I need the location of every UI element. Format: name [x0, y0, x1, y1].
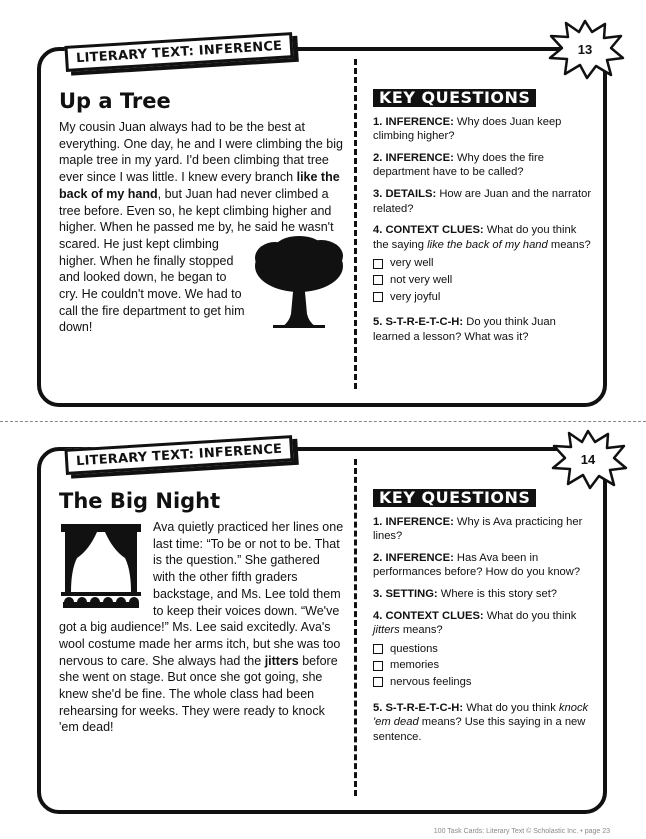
task-card-14: [37, 441, 607, 814]
checkbox[interactable]: [373, 661, 383, 671]
tree-icon: [253, 236, 345, 330]
key-questions-heading: KEY QUESTIONS: [373, 89, 536, 107]
option-2[interactable]: memories: [373, 658, 593, 673]
story-text: My cousin Juan always had to be the best at everything. One day, he and I were climbing the big maple tree in my yard. I'd been climbing that tree ever since I was little. I knew every branch like the back of my hand, but Juan had never climbed a tree before. Even so, he kept climbing higher and higher. When he passed me by, he said he wasn't scared. He just kept climbing higher. When he finally stopped and looked down, he began to cry. He couldn't move. We had to call the fire department to get him down!: [59, 119, 345, 336]
question-1: 1. INFERENCE: Why is Ava practicing her lines?: [373, 515, 583, 543]
checkbox[interactable]: [373, 275, 383, 285]
card-divider: [354, 59, 357, 389]
question-2: 2. INFERENCE: Why does the fire department have to be called?: [373, 151, 544, 179]
checkbox[interactable]: [373, 259, 383, 269]
card-number-badge: [548, 428, 628, 490]
card-number: 13: [577, 42, 593, 57]
checkbox[interactable]: [373, 677, 383, 687]
key-questions-panel: [373, 89, 593, 351]
story-title: The Big Night: [59, 489, 221, 513]
option-1[interactable]: questions: [373, 642, 593, 657]
question-4: 4. CONTEXT CLUES: What do you think the saying like the back of my hand means?: [373, 224, 591, 251]
checkbox[interactable]: [373, 292, 383, 302]
category-tag: LITERARY TEXT: INFERENCE: [64, 32, 293, 72]
question-3: 3. SETTING: Where is this story set?: [373, 587, 558, 600]
theater-stage-icon: [59, 522, 143, 608]
option-3[interactable]: very joyful: [373, 290, 593, 305]
category-tag: LITERARY TEXT: INFERENCE: [64, 435, 293, 475]
page-footer: 100 Task Cards: Literary Text © Scholastic Inc. • page 23: [433, 828, 610, 835]
cut-line: [0, 421, 646, 422]
story-text: Ava quietly practiced her lines one last time: “To be or not to be. That is the question.” She gathered with the other fifth graders backstage, and Ms. Lee told them to keep their voices down. “We've got a big audience!” Ms. Lee said excitedly. Ava's wool costume made her arms itch, but she was too nervous to care. She always had the jitters before she went on stage. But once she got going, she knew she'd be fine. The whole class had been rehearsing for weeks. They were ready to knock 'em dead!: [59, 520, 344, 735]
option-3[interactable]: nervous feelings: [373, 675, 593, 690]
task-card-13: [37, 38, 607, 407]
card-number: 14: [580, 452, 596, 467]
option-2[interactable]: not very well: [373, 273, 593, 288]
story-title: Up a Tree: [59, 89, 171, 113]
card-number-badge: [545, 18, 625, 80]
question-4: 4. CONTEXT CLUES: What do you think jitters means?: [373, 609, 577, 637]
bold-phrase: like the back of my hand: [59, 170, 340, 201]
question-5: 5. S-T-R-E-T-C-H: What do you think knock 'em dead means? Use this saying in a new sentence.: [373, 701, 589, 743]
checkbox[interactable]: [373, 644, 383, 654]
question-3: 3. DETAILS: How are Juan and the narrator related?: [373, 187, 592, 215]
bold-phrase: jitters: [264, 653, 299, 668]
key-questions-panel: [373, 489, 593, 751]
question-2: 2. INFERENCE: Has Ava been in performances before? How do you know?: [373, 551, 581, 579]
option-1[interactable]: very well: [373, 256, 593, 271]
question-5: 5. S-T-R-E-T-C-H: Do you think Juan learned a lesson? What was it?: [373, 316, 556, 343]
question-1: 1. INFERENCE: Why does Juan keep climbing higher?: [373, 115, 562, 143]
key-questions-heading: KEY QUESTIONS: [373, 489, 536, 507]
card-divider: [354, 459, 357, 796]
